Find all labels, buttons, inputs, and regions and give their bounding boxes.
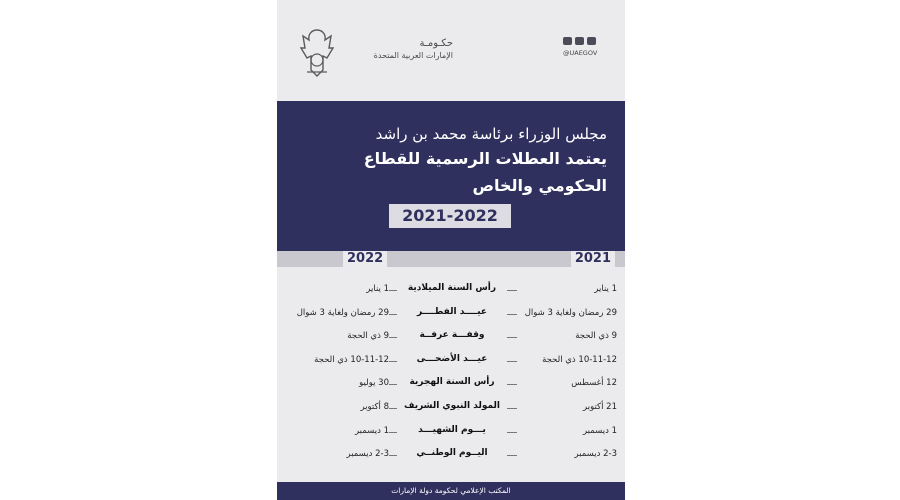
banner-line-2: يعتمد العطلات الرسمية للقطاع: [363, 149, 607, 168]
date-2022: 8 أكتوبر: [360, 402, 389, 412]
title-banner: [277, 101, 625, 251]
banner-line-1: مجلس الوزراء برئاسة محمد بن راشد: [375, 125, 607, 143]
holiday-row: [277, 445, 625, 465]
government-name: [343, 38, 453, 62]
year-2022-label: 2022: [343, 251, 387, 267]
row-divider: [507, 408, 517, 409]
row-divider: [507, 314, 517, 315]
social-block: [563, 36, 607, 57]
date-2022: 1 يناير: [366, 284, 389, 294]
holiday-name: رأس السنة الميلادية: [407, 283, 497, 293]
header: [277, 0, 625, 100]
row-divider: [507, 455, 517, 456]
holiday-row: [277, 398, 625, 418]
row-divider: [507, 290, 517, 291]
date-2021: 2-3 ديسمبر: [574, 449, 617, 460]
row-divider: [389, 314, 397, 315]
row-divider: [507, 432, 517, 433]
holiday-name: اليــوم الوطنــي: [416, 448, 488, 459]
date-2021: 9 ذي الحجة: [575, 331, 617, 342]
holiday-row: [277, 351, 625, 371]
date-2021: 10-11-12 ذي الحجة: [542, 354, 617, 365]
date-2022: 2-3 ديسمبر: [346, 449, 389, 460]
holiday-name: رأس السنة الهجرية: [409, 377, 495, 388]
holiday-name: عيــــد الفطــــر: [416, 306, 488, 317]
date-2021: 29 رمضان ولغاية 3 شوال: [524, 307, 617, 318]
date-2022: 29 رمضان ولغاية 3 شوال: [296, 307, 389, 318]
banner-line-3: الحكومي والخاص: [472, 176, 607, 195]
date-2021: 1 يناير: [594, 284, 617, 294]
footer: المكتب الإعلامي لحكومة دولة الإمارات: [277, 482, 625, 500]
holiday-name: عيـــد الأضحـــى: [416, 353, 488, 364]
gov-line-1: حكـومـة: [419, 38, 453, 49]
row-divider: [389, 432, 397, 433]
instagram-icon[interactable]: [575, 37, 584, 45]
holiday-row: [277, 280, 625, 300]
row-divider: [389, 455, 397, 456]
holiday-name: يـــوم الشهيـــد: [418, 424, 486, 435]
year-2021-label: 2021: [571, 251, 615, 267]
holiday-row: [277, 304, 625, 324]
date-2021: 1 ديسمبر: [582, 425, 617, 436]
row-divider: [507, 384, 517, 385]
row-divider: [389, 290, 397, 291]
row-divider: [389, 337, 397, 338]
holiday-name: وقفـــة عرفــة: [419, 330, 485, 341]
gov-line-2: الإمارات العربية المتحدة: [373, 51, 453, 60]
poster: [277, 0, 625, 500]
row-divider: [507, 361, 517, 362]
date-2022: 10-11-12 ذي الحجة: [314, 354, 389, 365]
holiday-row: [277, 374, 625, 394]
date-2022: 30 يوليو: [359, 378, 389, 389]
date-2021: 12 أغسطس: [571, 378, 617, 389]
row-divider: [389, 361, 397, 362]
uae-emblem-icon: [297, 26, 337, 78]
row-divider: [389, 408, 397, 409]
twitter-icon[interactable]: [563, 37, 572, 45]
date-2021: 21 أكتوبر: [583, 402, 617, 412]
holiday-row: [277, 422, 625, 442]
date-2022: 9 ذي الحجة: [347, 331, 389, 342]
social-handle[interactable]: @UAEGOV: [563, 49, 598, 57]
date-2022: 1 ديسمبر: [354, 425, 389, 436]
row-divider: [389, 384, 397, 385]
years-badge: 2021-2022: [389, 204, 511, 228]
youtube-icon[interactable]: [587, 37, 596, 45]
row-divider: [507, 337, 517, 338]
holiday-name: المولد النبوي الشريف: [403, 401, 500, 411]
holiday-row: [277, 327, 625, 347]
